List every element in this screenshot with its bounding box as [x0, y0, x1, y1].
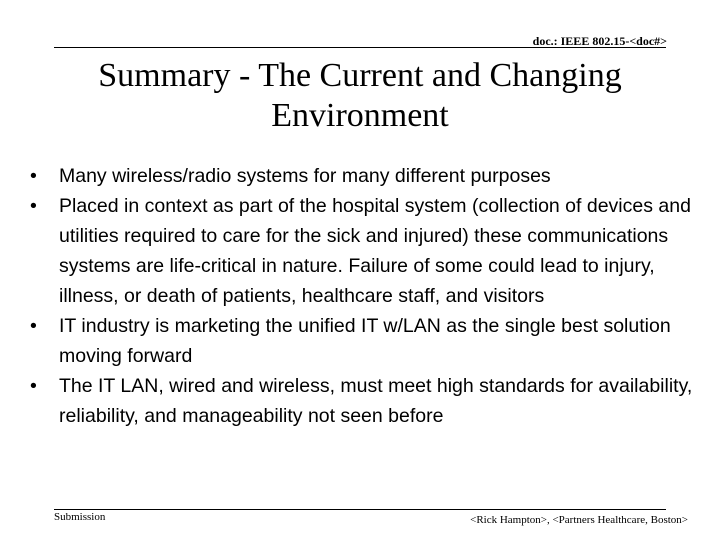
doc-id: doc.: IEEE 802.15-<doc#> — [532, 34, 667, 48]
bullet-text: Placed in context as part of the hospital system (collection of devices and utilities required to care for the sick and injured) these communications systems are life-critical in nature. Failure of some could lead to injury, illness, or death of patients, healthcare staff, and visitors — [59, 195, 691, 307]
header-rule — [54, 47, 666, 48]
bullet-marker: • — [30, 195, 37, 217]
bullet-marker: • — [30, 315, 37, 337]
footer-submission: Submission — [54, 511, 106, 523]
bullet-text: Many wireless/radio systems for many different purposes — [59, 165, 551, 187]
slide-title-line-1: Summary - The Current and Changing — [98, 57, 622, 94]
bullet-marker: • — [30, 165, 37, 187]
bullet-marker: • — [30, 375, 37, 397]
slide-title — [54, 56, 666, 136]
bullet-item — [30, 371, 710, 431]
footer-author: <Rick Hampton>, <Partners Healthcare, Boston> — [470, 514, 688, 526]
bullet-text: The IT LAN, wired and wireless, must meet high standards for availability, reliability, and manageability not seen before — [59, 375, 693, 427]
footer-rule — [54, 509, 666, 510]
bullet-item — [30, 161, 710, 191]
slide-title-line-2: Environment — [271, 97, 449, 134]
bullet-text: IT industry is marketing the unified IT w/LAN as the single best solution moving forward — [59, 315, 671, 367]
bullet-item — [30, 311, 710, 371]
bullet-item — [30, 191, 710, 311]
bullet-list — [30, 161, 710, 431]
